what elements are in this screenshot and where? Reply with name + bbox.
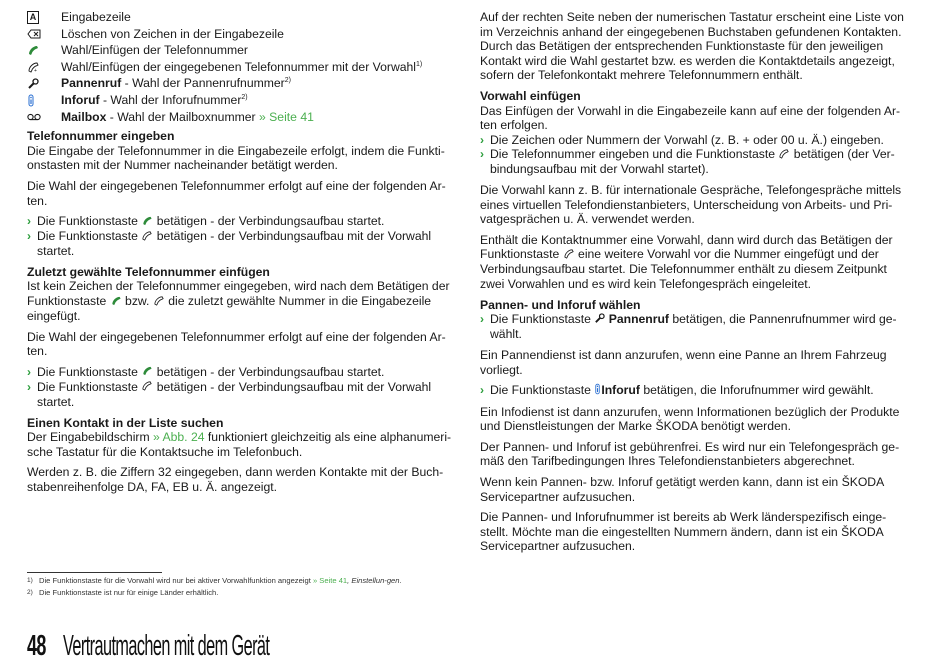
- phone-prefix-icon: [153, 295, 165, 310]
- page-link[interactable]: » Seite 41: [259, 109, 314, 124]
- phone-handset-icon: [27, 43, 61, 58]
- legend-text: Eingabezeile: [61, 10, 131, 24]
- paragraph: Der Eingabebildschirm » Abb. 24 funktioniert gleichzeitig als eine alphanumeri-sche Tastatur für die Kontaktsuche im Telefonbuch.: [27, 430, 452, 459]
- arrow-icon: ›: [27, 364, 31, 379]
- bullet-item: › Die Funktionstaste betätigen - der Verbindungsaufbau mit der Vorwahl startet.: [27, 229, 432, 259]
- arrow-icon: ›: [27, 214, 31, 229]
- legend-text: Löschen von Zeichen in der Eingabezeile: [61, 26, 284, 41]
- paragraph: Ist kein Zeichen der Telefonnummer eingegeben, wird nach dem Betätigen der Funktionstaste bzw. die zuletzt gewählte Nummer in die Eingabezeile eingefügt.: [27, 279, 450, 324]
- section-heading: Telefonnummer eingeben: [27, 129, 175, 144]
- paragraph: Die Eingabe der Telefonnummer in die Eingabezeile erfolgt, indem die Funkti-onstasten mit der Nummer nacheinander betätigt werden.: [27, 143, 445, 173]
- backspace-icon: [27, 27, 61, 42]
- footnote: 2) Die Funktionstaste ist nur für einige Länder erhältlich.: [27, 588, 219, 598]
- figure-link[interactable]: » Abb. 24: [153, 430, 205, 445]
- phone-handset-icon: [110, 295, 122, 310]
- arrow-icon: ›: [480, 312, 484, 327]
- legend-row-dial-prefix: [27, 60, 457, 77]
- paragraph: Die Vorwahl kann z. B. für internationale Gespräche, Telefongespräche mittels eines virtuellen Telefondienstanbieters, Unterscheidung von Arbeits- und Pri-vatgesprächen u. Ä. verwendet werden.: [480, 183, 902, 227]
- legend-text: Wahl/Einfügen der Telefonnummer: [61, 43, 248, 58]
- arrow-icon: ›: [480, 147, 484, 162]
- legend-text: Wahl/Einfügen der eingegebenen Telefonnummer mit der Vorwahl$^{1)}$: [61, 59, 423, 74]
- phone-prefix-icon: [141, 230, 153, 245]
- phone-prefix-icon: [778, 148, 790, 163]
- bullet-item: › Die Funktionstaste Pannenruf betätigen, die Pannenrufnummer wird ge-wählt.: [480, 312, 897, 342]
- paragraph: Ein Pannendienst ist dann anzurufen, wenn eine Panne an Ihrem Fahrzeug vorliegt.: [480, 347, 887, 377]
- bullet-item: › Die Funktionstaste betätigen - der Verbindungsaufbau mit der Vorwahl startet.: [27, 380, 432, 410]
- section-heading: Pannen- und Inforuf wählen: [480, 297, 641, 312]
- phone-handset-icon: [141, 365, 153, 380]
- paragraph: Die Pannen- und Inforufnummer ist bereits ab Werk länderspezifisch einge-stellt. Möchte man die eingestellten Nummern ändern, dann ist ein ŠKODA Servicepartner aufzusuchen.: [480, 510, 887, 554]
- wrench-icon: [594, 313, 605, 328]
- box-a-icon: A: [27, 10, 61, 25]
- bullet-item: › Die Funktionstaste betätigen - der Verbindungsaufbau startet.: [27, 214, 385, 229]
- arrow-icon: ›: [480, 132, 484, 147]
- legend-row-mailbox: Mailbox - Wahl der Mailboxnummer » Seite 41: [27, 110, 457, 127]
- bullet-item: › Die Funktionstaste Inforuf betätigen, die Inforufnummer wird gewählt.: [480, 383, 874, 398]
- paragraph: Wenn kein Pannen- bzw. Inforuf getätigt werden kann, dann ist ein ŠKODA Servicepartner aufzusuchen.: [480, 475, 884, 504]
- paragraph: Enthält die Kontaktnummer eine Vorwahl, dann wird durch das Betätigen der Funktionstaste eine weitere Vorwahl vor die Nummer eingefügt und der Verbindungsaufbau startet. Die Telefonnummer enthält zu diesem Zeitpunkt zwei Vorwahlen und es wird kein Telefongespräch eingeleitet.: [480, 232, 893, 292]
- legend-row-breakdown: Pannenruf - Wahl der Pannenrufnummer$^{2)}$: [27, 76, 457, 93]
- arrow-icon: ›: [27, 380, 31, 394]
- footnotes: [27, 573, 457, 597]
- page-link[interactable]: » Seite 41: [312, 576, 348, 585]
- legend-bold: Pannenruf: [61, 76, 122, 91]
- paragraph: Die Wahl der eingegebenen Telefonnummer erfolgt auf eine der folgenden Ar-ten.: [27, 329, 446, 359]
- paragraph: Werden z. B. die Ziffern 32 eingegeben, dann werden Kontakte mit der Buch-stabenreihenfolge DA, FA, EB u. Ä. angezeigt.: [27, 465, 444, 495]
- voicemail-icon: [27, 110, 61, 125]
- section-heading: Einen Kontakt in der Liste suchen: [27, 415, 224, 430]
- phone-prefix-icon: [563, 248, 575, 263]
- phone-prefix-icon: [141, 380, 153, 395]
- legend-row-input-line: [27, 10, 457, 27]
- paragraph: Ein Infodienst ist dann anzurufen, wenn Informationen bezüglich der Produkte und Dienstleistungen der Marke ŠKODA benötigt werden.: [480, 404, 900, 434]
- bullet-item: › Die Funktionstaste betätigen - der Verbindungsaufbau startet.: [27, 364, 385, 379]
- info-icon: [27, 93, 61, 108]
- arrow-icon: ›: [480, 383, 484, 398]
- legend-row-info: Inforuf - Wahl der Inforufnummer$^{2)}$: [27, 93, 457, 110]
- section-heading: Vorwahl einfügen: [480, 88, 581, 103]
- phone-handset-icon: [141, 215, 153, 230]
- paragraph: Das Einfügen der Vorwahl in die Eingabezeile kann auf eine der folgenden Ar-ten erfolgen.: [480, 103, 901, 133]
- left-column: [27, 10, 457, 495]
- svg-text:+: +: [34, 68, 37, 74]
- legend-bold: Inforuf: [61, 92, 100, 107]
- paragraph: Auf der rechten Seite neben der numerischen Tastatur erscheint eine Liste von im Verzeichnis anhand der eingegebenen Buchstaben gefundenen Kontakten. Durch das Betätigen der entsprechenden Funktionstaste für den jeweiligen Kontakt wird die Wahl gestartet bzw. es werden die Kontaktdetails angezeigt, sofern der Telefonkontakt mehrere Telefonnummern enthält.: [480, 10, 904, 83]
- page-number: 48: [27, 630, 46, 661]
- wrench-icon: [27, 76, 61, 91]
- phone-prefix-icon: [27, 60, 61, 75]
- legend-row-delete: [27, 27, 457, 44]
- arrow-icon: ›: [27, 229, 31, 244]
- paragraph: Die Wahl der eingegebenen Telefonnummer erfolgt auf eine der folgenden Ar-ten.: [27, 178, 446, 208]
- bullet-item: › Die Zeichen oder Nummern der Vorwahl (z. B. + oder 00 u. Ä.) eingeben.: [480, 132, 884, 147]
- page-footer: [27, 627, 432, 661]
- legend-bold: Mailbox: [61, 109, 107, 124]
- right-column: [480, 10, 912, 554]
- bullet-item: › Die Telefonnummer eingeben und die Funktionstaste betätigen (der Ver-bindungsaufbau mit der Vorwahl startet).: [480, 147, 895, 177]
- footnote: 1) Die Funktionstaste für die Vorwahl wird nur bei aktiver Vorwahlfunktion angezeigt » Seite 41, Einstellun-gen.: [27, 576, 402, 585]
- section-heading: Zuletzt gewählte Telefonnummer einfügen: [27, 264, 270, 279]
- legend-row-dial: [27, 43, 457, 60]
- paragraph: Der Pannen- und Inforuf ist gebührenfrei. Es wird nur ein Telefongespräch ge-mäß den Tarifbedingungen Ihres Telefondienstanbieters abgerechnet.: [480, 439, 900, 469]
- chapter-title: Vertrautmachen mit dem Gerät: [63, 630, 270, 661]
